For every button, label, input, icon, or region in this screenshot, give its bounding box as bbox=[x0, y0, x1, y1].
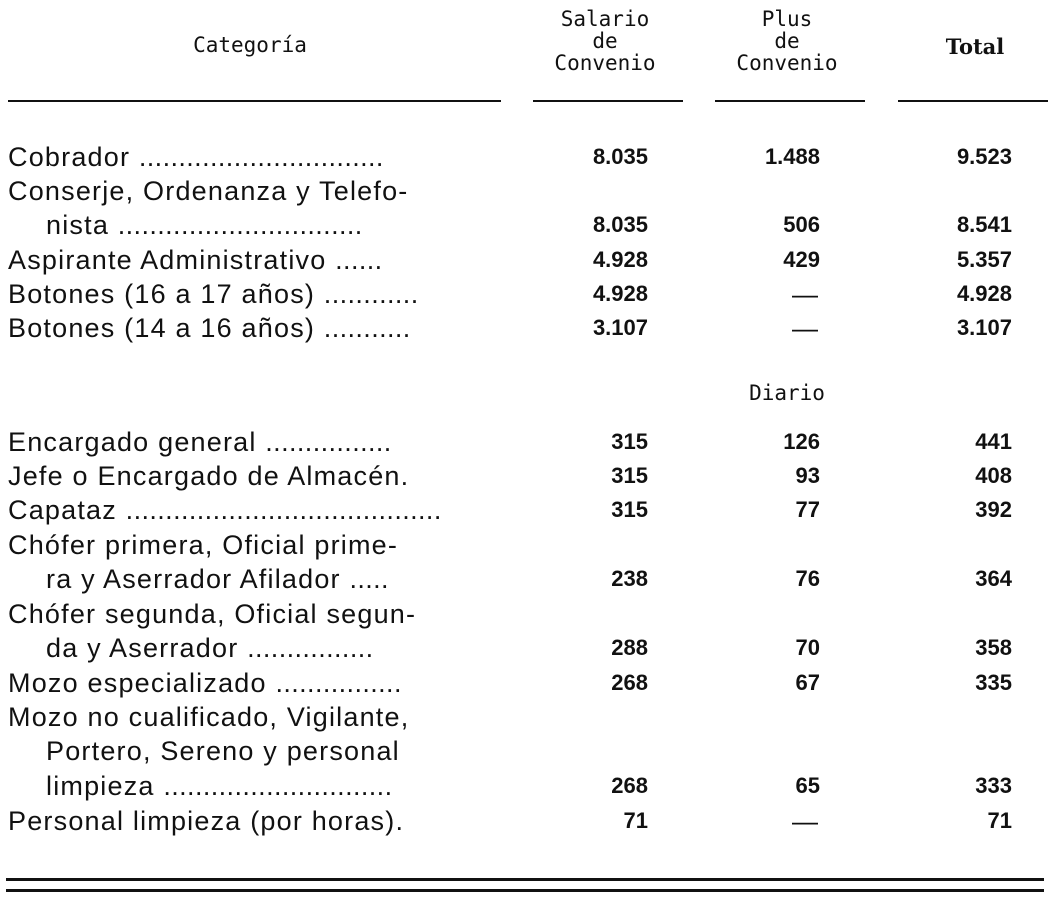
row-10-salario-value: 268 bbox=[611, 670, 648, 695]
row-12-total-value: 71 bbox=[987, 808, 1012, 833]
row-6-category-text-0: Jefe o Encargado de Almacén. bbox=[8, 461, 410, 491]
row-8-category-text-0: Chófer primera, Oficial prime- bbox=[8, 530, 399, 560]
row-8-category-line-1 bbox=[46, 564, 389, 594]
row-0-salario-value: 8.035 bbox=[592, 144, 648, 169]
header-categoria bbox=[100, 34, 400, 56]
row-4-category-line-0 bbox=[8, 313, 411, 343]
row-11-plus-value: 65 bbox=[795, 772, 820, 798]
row-2-total-value: 5.357 bbox=[956, 247, 1012, 272]
row-6-plus-value: 93 bbox=[795, 463, 820, 488]
row-4-category-text-0: Botones (14 a 16 años) bbox=[8, 313, 324, 343]
row-7-plus-value: 77 bbox=[795, 497, 820, 522]
row-0-category-line-0 bbox=[8, 142, 384, 172]
row-5-salario-value: 315 bbox=[611, 429, 648, 454]
row-4-salario-value: 3.107 bbox=[592, 315, 648, 340]
header-salario-line-3: Convenio bbox=[554, 51, 656, 75]
row-3-total-value: 4.928 bbox=[956, 281, 1012, 306]
row-7-total-value: 392 bbox=[975, 497, 1012, 522]
row-11-category-line-2 bbox=[46, 771, 393, 801]
header-rule-categoria bbox=[8, 100, 501, 102]
header-plus bbox=[712, 8, 862, 74]
header-total-label: Total bbox=[945, 34, 1005, 59]
row-10-category-line-0 bbox=[8, 668, 402, 698]
row-9-salario-value: 288 bbox=[611, 635, 648, 661]
row-1-salario-value: 8.035 bbox=[592, 212, 648, 238]
row-6-category-line-0 bbox=[8, 461, 409, 491]
row-8-plus-value: 76 bbox=[795, 566, 820, 592]
row-10-dot-leader: ................ bbox=[275, 668, 402, 698]
header-plus-line-3: Convenio bbox=[736, 51, 838, 75]
row-7-category-text-0: Capataz bbox=[8, 495, 126, 525]
row-3-plus-value: — bbox=[792, 279, 818, 309]
row-4-plus-value: — bbox=[792, 313, 818, 343]
row-2-plus-value: 429 bbox=[783, 247, 820, 272]
row-1-category-text-1: nista bbox=[46, 210, 118, 241]
row-3-dot-leader: ............ bbox=[323, 279, 419, 309]
header-salario-line-1: Salario bbox=[560, 7, 650, 31]
row-0-total-value: 9.523 bbox=[956, 144, 1012, 169]
header-total bbox=[900, 36, 1050, 58]
row-1-total-value: 8.541 bbox=[956, 212, 1012, 238]
row-11-total-value: 333 bbox=[975, 772, 1012, 798]
row-2-salario-value: 4.928 bbox=[592, 247, 648, 272]
header-rule-total bbox=[898, 100, 1048, 102]
row-4-dot-leader: ........... bbox=[323, 313, 411, 343]
row-9-category-text-0: Chófer segunda, Oficial segun- bbox=[8, 599, 417, 629]
row-7-dot-leader: ........................................ bbox=[125, 495, 442, 525]
row-11-category-line-1 bbox=[46, 736, 400, 766]
row-7-salario-value: 315 bbox=[611, 497, 648, 522]
footer-rule-top bbox=[6, 878, 1044, 881]
row-9-dot-leader: ................ bbox=[247, 633, 374, 664]
row-3-salario-value: 4.928 bbox=[592, 281, 648, 306]
row-10-plus-value: 67 bbox=[795, 670, 820, 695]
header-rule-plus bbox=[715, 100, 865, 102]
row-2-category-text-0: Aspirante Administrativo bbox=[8, 245, 336, 275]
row-11-category-text-2: limpieza bbox=[46, 770, 164, 801]
row-8-salario-value: 238 bbox=[611, 566, 648, 592]
header-plus-line-2: de bbox=[774, 29, 800, 53]
row-11-salario-value: 268 bbox=[611, 772, 648, 798]
row-2-category-line-0 bbox=[8, 245, 383, 275]
row-9-category-line-1 bbox=[46, 633, 374, 663]
row-6-salario-value: 315 bbox=[611, 463, 648, 488]
row-9-total-value: 358 bbox=[975, 635, 1012, 661]
row-5-total-value: 441 bbox=[975, 429, 1012, 454]
row-5-plus-value: 126 bbox=[783, 429, 820, 454]
row-8-category-line-0 bbox=[8, 530, 398, 560]
header-salario bbox=[530, 8, 680, 74]
row-4-total-value: 3.107 bbox=[956, 315, 1012, 340]
footer-rule-bottom bbox=[6, 889, 1044, 892]
row-1-category-line-1 bbox=[46, 210, 363, 240]
row-8-dot-leader: ..... bbox=[349, 564, 389, 595]
row-1-category-text-0: Conserje, Ordenanza y Telefo- bbox=[8, 176, 409, 206]
row-6-total-value: 408 bbox=[975, 463, 1012, 488]
row-0-plus-value: 1.488 bbox=[764, 144, 820, 169]
row-9-plus-value: 70 bbox=[795, 635, 820, 661]
row-12-salario-value: 71 bbox=[623, 808, 648, 833]
row-11-category-text-1: Portero, Sereno y personal bbox=[46, 736, 400, 767]
row-7-category-line-0 bbox=[8, 495, 442, 525]
row-3-category-line-0 bbox=[8, 279, 419, 309]
row-5-category-text-0: Encargado general bbox=[8, 427, 266, 457]
row-8-category-text-1: ra y Aserrador Afilador bbox=[46, 564, 350, 595]
row-8-total-value: 364 bbox=[975, 566, 1012, 592]
row-2-dot-leader: ...... bbox=[335, 245, 383, 275]
row-11-category-line-0 bbox=[8, 702, 409, 732]
row-1-plus-value: 506 bbox=[783, 212, 820, 238]
row-0-dot-leader: ............................... bbox=[138, 142, 384, 172]
row-3-category-text-0: Botones (16 a 17 años) bbox=[8, 279, 324, 309]
row-5-category-line-0 bbox=[8, 427, 392, 457]
header-rule-salario bbox=[533, 100, 683, 102]
header-plus-line-1: Plus bbox=[761, 7, 813, 31]
row-11-category-text-0: Mozo no cualificado, Vigilante, bbox=[8, 702, 410, 732]
row-12-category-line-0 bbox=[8, 806, 404, 836]
row-0-category-text-0: Cobrador bbox=[8, 142, 139, 172]
row-1-category-line-0 bbox=[8, 176, 409, 206]
row-9-category-line-0 bbox=[8, 599, 416, 629]
row-1-dot-leader: ............................... bbox=[117, 210, 363, 241]
row-5-dot-leader: ................ bbox=[265, 427, 392, 457]
header-salario-line-2: de bbox=[592, 29, 618, 53]
row-12-plus-value: — bbox=[792, 806, 818, 836]
header-categoria-label: Categoría bbox=[193, 33, 307, 57]
row-10-total-value: 335 bbox=[975, 670, 1012, 695]
row-12-category-text-0: Personal limpieza (por horas). bbox=[8, 806, 405, 836]
row-10-category-text-0: Mozo especializado bbox=[8, 668, 276, 698]
row-11-dot-leader: ............................. bbox=[163, 770, 393, 801]
row-9-category-text-1: da y Aserrador bbox=[46, 633, 248, 664]
section-label-diario: Diario bbox=[749, 381, 825, 405]
